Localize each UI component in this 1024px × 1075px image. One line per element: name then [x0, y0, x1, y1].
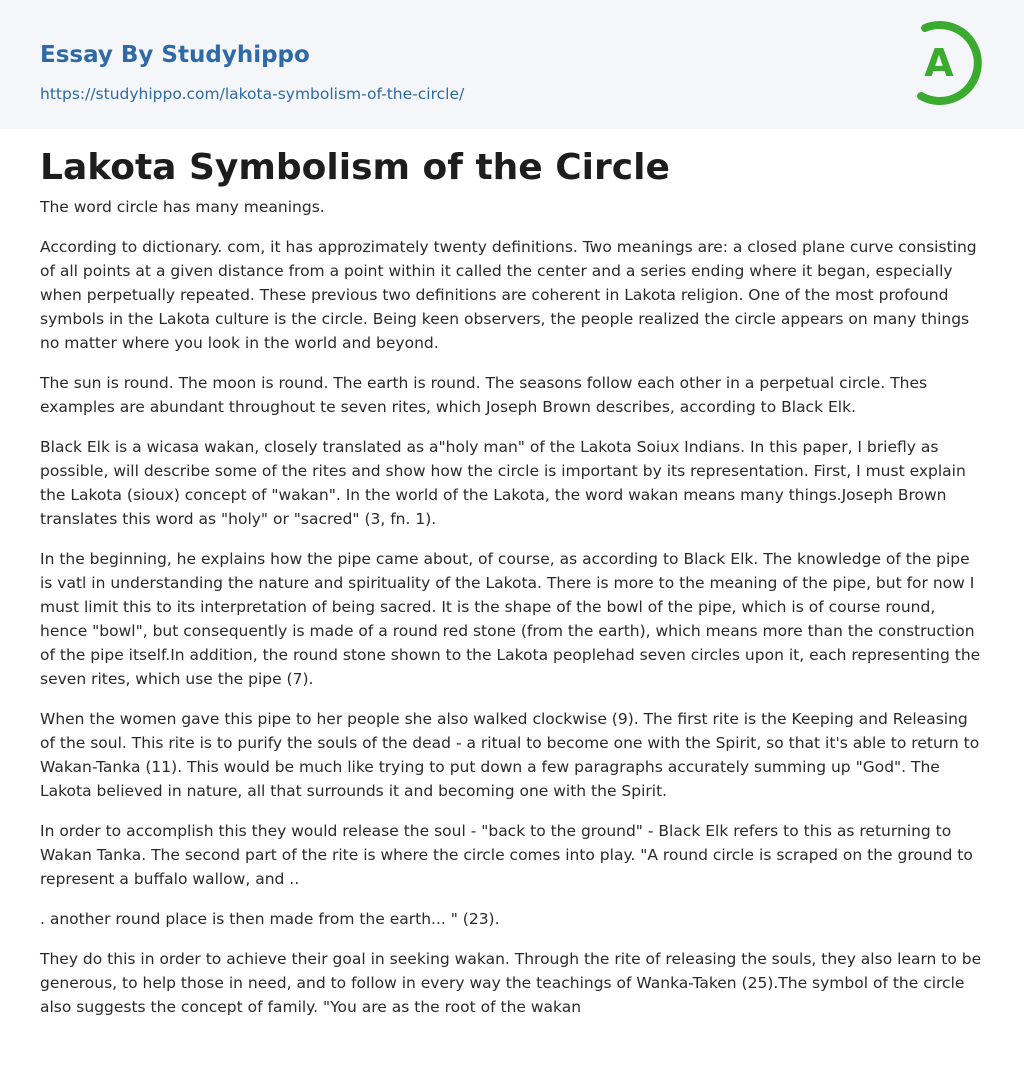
essay-paragraph: Black Elk is a wicasa wakan, closely translated as a"holy man" of the Lakota Soiux Indians. In this paper, I briefly as possible, will describe some of the rites and show how the circle is important by its representation. First, I must explain the Lakota (sioux) concept of "wakan". In the world of the Lakota, the word wakan means many things.Joseph Brown translates this word as "holy" or "sacred" (3, fn. 1).: [40, 438, 966, 528]
site-header: [0, 0, 1024, 129]
essay-paragraph: In the beginning, he explains how the pipe came about, of course, as according to Black Elk. The knowledge of the pipe is vatl in understanding the nature and spirituality of the Lakota. There is more to the meaning of the pipe, but for now I must limit this to its interpretation of being sacred. It is the shape of the bowl of the pipe, which is of course round, hence "bowl", but consequently is made of a round red stone (from the earth), which means more than the construction of the pipe itself.In addition, the round stone shown to the Lakota peoplehad seven circles upon it, each representing the seven rites, which use the pipe (7).: [40, 550, 981, 688]
essay-paragraph: . another round place is then made from the earth... " (23).: [40, 910, 500, 928]
essay-paragraph: In order to accomplish this they would release the soul - "back to the ground" - Black Elk refers to this as returning to Wakan Tanka. The second part of the rite is where the circle comes into play. "A round circle is scraped on the ground to represent a buffalo wallow, and ..: [40, 822, 973, 888]
essay-paragraph: The sun is round. The moon is round. The earth is round. The seasons follow each other in a perpetual circle. Thes examples are abundant throughout te seven rites, which Joseph Brown describes, according to Black Elk.: [40, 374, 928, 416]
essay-paragraph: The word circle has many meanings.: [40, 198, 325, 216]
page-title: Lakota Symbolism of the Circle: [40, 147, 670, 188]
article-content: [40, 145, 984, 1035]
essay-url-link[interactable]: https://studyhippo.com/lakota-symbolism-of-the-circle/: [40, 85, 465, 103]
essay-paragraph: When the women gave this pipe to her people she also walked clockwise (9). The first rite is the Keeping and Releasing of the soul. This rite is to purify the souls of the dead - a ritual to become one with the Spirit, so that it's able to return to Wakan-Tanka (11). This would be much like trying to put down a few paragraphs accurately summing up "God". The Lakota believed in nature, all that surrounds it and becoming one with the Spirit.: [40, 710, 980, 800]
essay-paragraph: They do this in order to achieve their goal in seeking wakan. Through the rite of releasing the souls, they also learn to be generous, to help those in need, and to follow in every way the teachings of Wanka-Taken (25).The symbol of the circle also suggests the concept of family. "You are as the root of the wakan: [40, 950, 982, 1016]
logo-letter: A: [924, 41, 954, 85]
essay-paragraph: According to dictionary. com, it has approzimately twenty definitions. Two meanings are: a closed plane curve consisting of all points at a given distance from a point within it called the center and a series ending where it began, especially when perpetually repeated. These previous two definitions are coherent in Lakota religion. One of the most profound symbols in the Lakota culture is the circle. Being keen observers, the people realized the circle appears on many things no matter where you look in the world and beyond.: [40, 238, 977, 352]
brand-title[interactable]: Essay By Studyhippo: [40, 42, 310, 68]
circle-a-logo-icon[interactable]: [905, 18, 991, 106]
